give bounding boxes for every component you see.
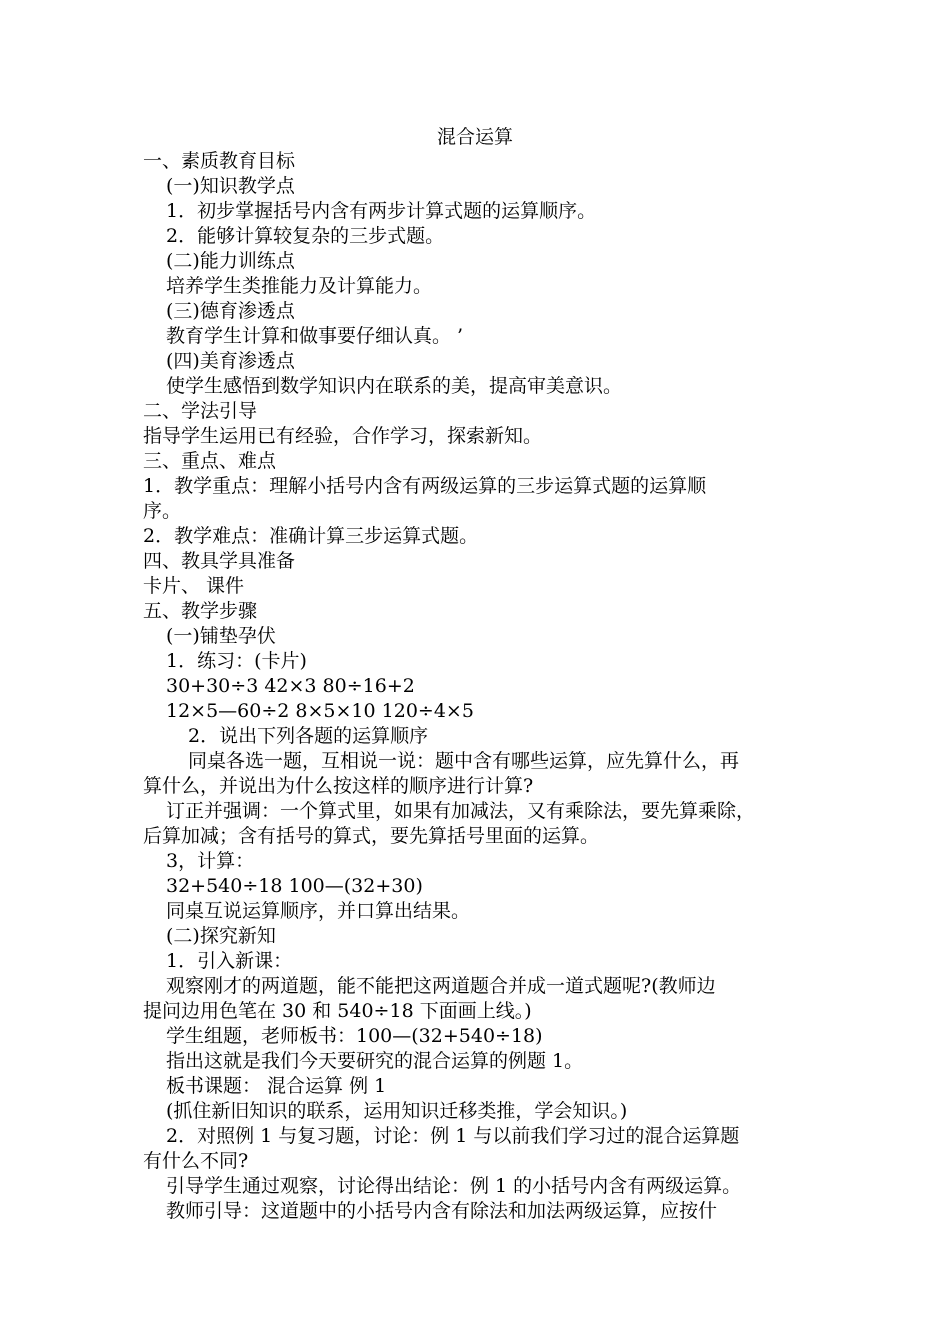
math-expression-line: 12×5—60÷2 8×5×10 120÷4×5: [166, 700, 474, 722]
paragraph-line: 订正并强调：一个算式里，如果有加减法，又有乘除法，要先算乘除，: [166, 800, 756, 822]
paragraph-line: 序。: [143, 500, 182, 522]
subheading-preparation: (一)铺垫孕伏: [166, 625, 276, 647]
paragraph-line: 提问边用色笔在 30 和 540÷18 下面画上线。): [143, 1000, 532, 1022]
paragraph-line: 同桌各选一题，互相说一说：题中含有哪些运算，应先算什么，再: [188, 750, 740, 772]
subheading-ability: (二)能力训练点: [166, 250, 295, 272]
paragraph-line: 指出这就是我们今天要研究的混合运算的例题 1。: [166, 1050, 584, 1072]
section-heading-materials: 四、教具学具准备: [143, 550, 296, 572]
paragraph-line: 1．初步掌握括号内含有两步计算式题的运算顺序。: [166, 200, 597, 222]
paragraph-line: 3，计算：: [166, 850, 255, 872]
paragraph-line: 算什么，并说出为什么按这样的顺序进行计算?: [143, 775, 534, 797]
subheading-aesthetic: (四)美育渗透点: [166, 350, 295, 372]
section-heading-key-points: 三、重点、难点: [143, 450, 277, 472]
paragraph-line: 1．引入新课：: [166, 950, 293, 972]
paragraph-line: 使学生感悟到数学知识内在联系的美，提高审美意识。: [166, 375, 623, 397]
subheading-knowledge: (一)知识教学点: [166, 175, 295, 197]
paragraph-line: 培养学生类推能力及计算能力。: [166, 275, 433, 297]
paragraph-line: 卡片、 课件: [143, 575, 245, 597]
subheading-moral: (三)德育渗透点: [166, 300, 295, 322]
section-heading-steps: 五、教学步骤: [143, 600, 258, 622]
paragraph-line: 后算加减；含有括号的算式，要先算括号里面的运算。: [143, 825, 600, 847]
paragraph-line: 2．能够计算较复杂的三步式题。: [166, 225, 445, 247]
paragraph-line: 指导学生运用已有经验，合作学习，探索新知。: [143, 425, 543, 447]
paragraph-line: 有什么不同?: [143, 1150, 249, 1172]
section-heading-method: 二、学法引导: [143, 400, 258, 422]
math-expression-line: 30+30÷3 42×3 80÷16+2: [166, 675, 415, 697]
paragraph-line: 板书课题： 混合运算 例 1: [166, 1075, 387, 1097]
paragraph-line: 同桌互说运算顺序，并口算出结果。: [166, 900, 471, 922]
math-expression-line: 32+540÷18 100—(32+30): [166, 875, 423, 897]
paragraph-line: 2．教学难点：准确计算三步运算式题。: [143, 525, 479, 547]
subheading-explore: (二)探究新知: [166, 925, 276, 947]
paragraph-line: 2．说出下列各题的运算顺序: [188, 725, 429, 747]
paragraph-line: (抓住新旧知识的联系，运用知识迁移类推，学会知识。): [166, 1100, 628, 1122]
paragraph-line: 学生组题，老师板书：100—(32+540÷18): [166, 1025, 543, 1047]
paragraph-line: 引导学生通过观察，讨论得出结论：例 1 的小括号内含有两级运算。: [166, 1175, 742, 1197]
document-title: 混合运算: [436, 126, 513, 148]
paragraph-line: 观察刚才的两道题，能不能把这两道题合并成一道式题呢?(教师边: [166, 975, 716, 997]
paragraph-line: 教师引导：这道题中的小括号内含有除法和加法两级运算，应按什: [166, 1200, 718, 1222]
paragraph-line: 2．对照例 1 与复习题，讨论：例 1 与以前我们学习过的混合运算题: [166, 1125, 740, 1147]
section-heading-goals: 一、素质教育目标: [143, 150, 296, 172]
paragraph-line: 教育学生计算和做事要仔细认真。 ’: [166, 325, 464, 347]
paragraph-line: 1．教学重点：理解小括号内含有两级运算的三步运算式题的运算顺: [143, 475, 707, 497]
paragraph-line: 1．练习：(卡片): [166, 650, 307, 672]
